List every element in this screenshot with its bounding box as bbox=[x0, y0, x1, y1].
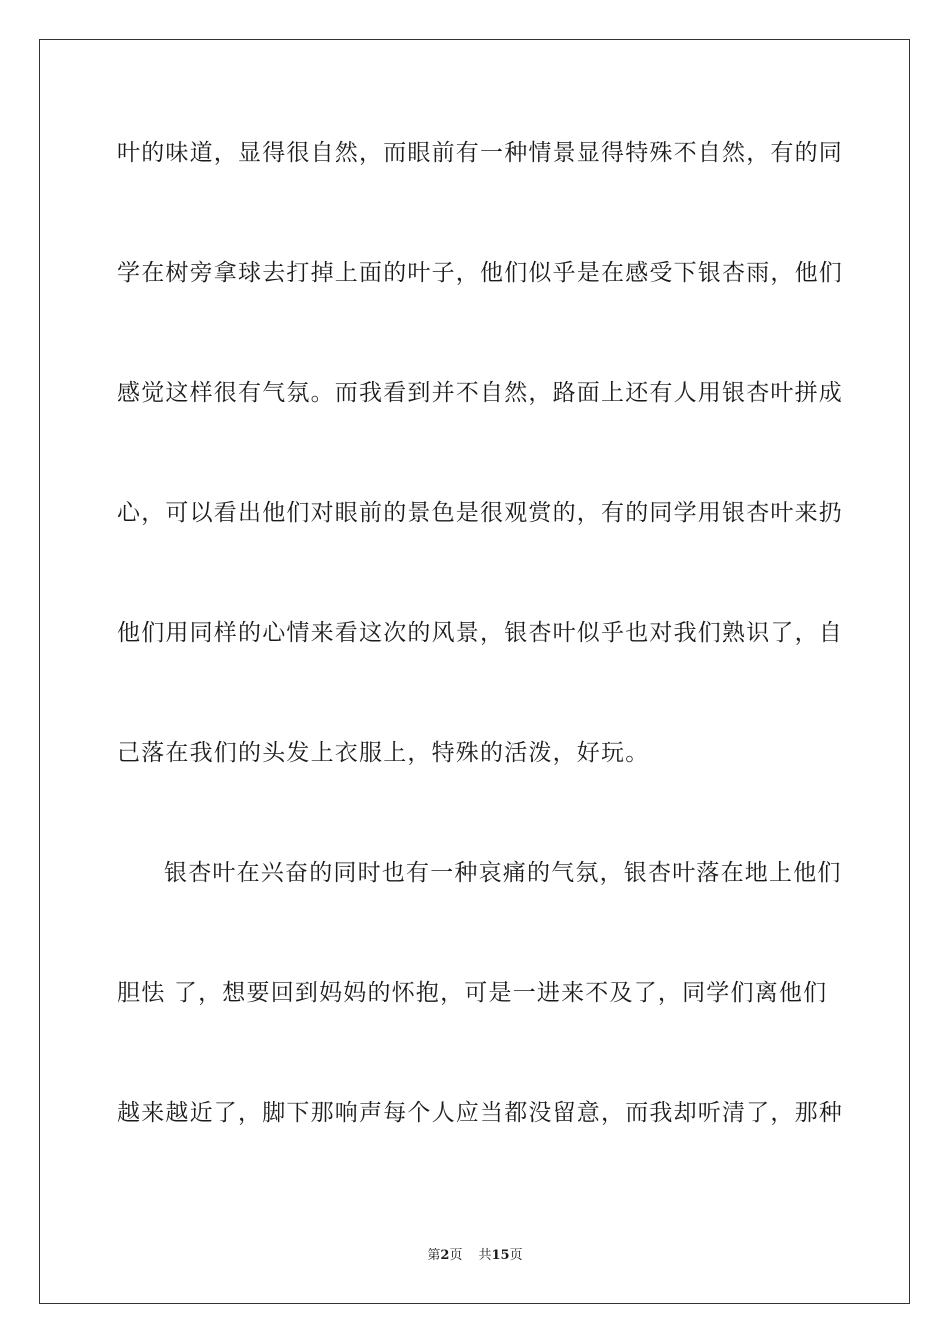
text-line-4: 心，可以看出他们对眼前的景色是很观赏的，有的同学用银杏叶来扔 bbox=[117, 500, 843, 526]
page-footer bbox=[0, 1248, 950, 1264]
text-line-5: 他们用同样的心情来看这次的风景，银杏叶似乎也对我们熟识了，自 bbox=[117, 620, 843, 646]
page-prefix: 第 bbox=[427, 1248, 441, 1263]
text-line-8: 胆怯 了，想要回到妈妈的怀抱，可是一进来不及了，同学们离他们 bbox=[117, 980, 828, 1006]
total-pages: 15 bbox=[491, 1248, 510, 1263]
text-line-6: 己落在我们的头发上衣服上，特殊的活泼，好玩。 bbox=[117, 740, 650, 766]
text-line-3: 感觉这样很有气氛。而我看到并不自然，路面上还有人用银杏叶拼成 bbox=[117, 380, 843, 406]
total-prefix: 共 bbox=[478, 1248, 492, 1263]
text-line-1: 叶的味道，显得很自然，而眼前有一种情景显得特殊不自然，有的同 bbox=[117, 140, 843, 166]
text-line-2: 学在树旁拿球去打掉上面的叶子，他们似乎是在感受下银杏雨，他们 bbox=[117, 260, 843, 286]
text-line-9: 越来越近了，脚下那响声每个人应当都没留意，而我却听清了，那种 bbox=[117, 1100, 843, 1126]
total-suffix: 页 bbox=[509, 1248, 523, 1263]
page-suffix: 页 bbox=[449, 1248, 463, 1263]
paragraph-start-line: 银杏叶在兴奋的同时也有一种哀痛的气氛，银杏叶落在地上他们 bbox=[164, 860, 842, 886]
page-number: 2 bbox=[440, 1248, 450, 1263]
